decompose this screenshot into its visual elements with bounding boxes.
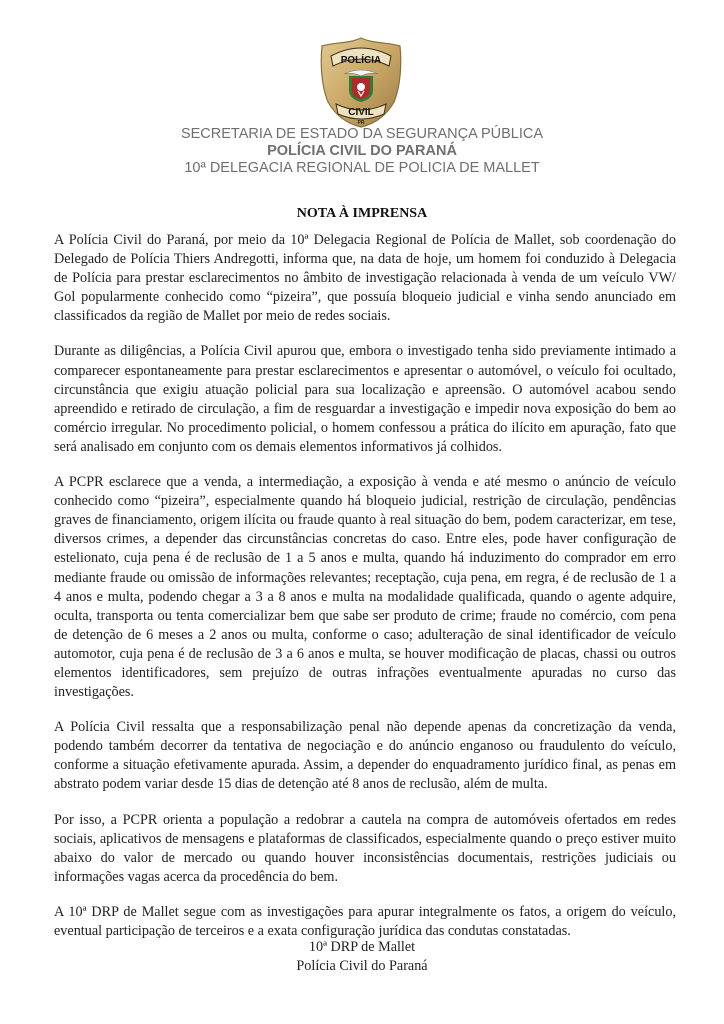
header-secretariat: SECRETARIA DE ESTADO DA SEGURANÇA PÚBLICA <box>180 126 544 142</box>
paragraph: A Polícia Civil ressalta que a responsabilização penal não depende apenas da concretização da venda, podendo também decorrer da tentativa de negociação e do anúncio enganoso ou fraudulento do veículo, conforme a situação efetivamente apurada. Assim, a depender do enquadramento jurídico final, as penas em abstrato podem variar desde 15 dias de detenção até 8 anos de reclusão, além de multa. <box>54 719 676 793</box>
badge-bottom-text: CIVIL <box>348 107 374 118</box>
police-badge-logo <box>316 36 406 128</box>
paragraph: A PCPR esclarece que a venda, a intermediação, a exposição à venda e até mesmo o anúncio de veículo conhecido como “pizeira”, especialmente quando há bloqueio judicial, restrição de circulação, pendências graves de financiamento, origem ilícita ou fraude quanto à real situação do bem, podem caracterizar, em tese, diversos crimes, a depender das circunstâncias concretas do caso. Entre eles, pode haver configuração de estelionato, cuja pena é de reclusão de 1 a 5 anos e multa, quando há induzimento do comprador em erro mediante fraude ou omissão de informações relevantes; receptação, cuja pena, em regra, é de reclusão de 1 a 4 anos e multa, podendo chegar a 3 a 8 anos e multa na modalidade qualificada, quando o agente adquire, oculta, transporta ou tenta comercializar bem que sabe ser produto de crime; fraude no comércio, com pena de detenção de 6 meses a 2 anos ou multa, conforme o caso; adulteração de sinal identificador de veículo automotor, cuja pena é de reclusão de 3 a 6 anos e multa, se houver modificação de placas, chassi ou outros elementos identificadores, sem prejuízo de outras infrações eventualmente apuradas no curso das investigações. <box>54 474 676 701</box>
signature-unit: 10ª DRP de Mallet <box>308 939 416 955</box>
badge-state-text: PR <box>357 120 365 126</box>
paragraph: A 10ª DRP de Mallet segue com as investigações para apurar integralmente os fatos, a origem do veículo, eventual participação de terceiros e a exata configuração jurídica das condutas constatadas. <box>54 903 676 939</box>
badge-top-text: POLÍCIA <box>340 55 382 66</box>
paragraph: Por isso, a PCPR orienta a população a redobrar a cautela na compra de automóveis ofertados em redes sociais, aplicativos de mensagens e plataformas de classificados, especialmente quando o preço estiver muito abaixo do valor de mercado ou quando houver inconsistências documentais, restrições judiciais ou informações vagas acerca da procedência do bem. <box>54 811 676 885</box>
signature-block <box>0 938 724 976</box>
header-delegacy: 10ª DELEGACIA REGIONAL DE POLICIA DE MALLET <box>184 160 540 176</box>
police-badge-icon <box>316 36 406 128</box>
document-title: NOTA À IMPRENSA <box>296 206 428 221</box>
paragraph: Durante as diligências, a Polícia Civil apurou que, embora o investigado tenha sido previamente intimado a comparecer espontaneamente para prestar esclarecimentos e apresentar o automóvel, o veículo foi ocultado, circunstância que exigiu atuação policial para sua localização e apreensão. O automóvel acabou sendo apreendido e retirado de circulação, a fim de resguardar a investigação e impedir nova exposição do bem ao comércio irregular. No procedimento policial, o homem confessou a prática do ilícito em apuração, fato que será analisado em conjunto com os demais elementos informativos já colhidos. <box>54 343 676 455</box>
shield-emblem-icon <box>357 83 365 91</box>
header-police-name: POLÍCIA CIVIL DO PARANÁ <box>267 143 457 159</box>
signature-institution: Polícia Civil do Paraná <box>296 958 428 974</box>
paragraph: A Polícia Civil do Paraná, por meio da 10ª Delegacia Regional de Polícia de Mallet, sob coordenação do Delegado de Polícia Thiers Andregotti, informa que, na data de hoje, um homem foi conduzido à Delegacia de Polícia para prestar esclarecimentos no âmbito de investigação relacionada à venda de um veículo VW/ Gol popularmente conhecido como “pizeira”, que possuía bloqueio judicial e vinha sendo anunciado em classificados da região de Mallet por meio de redes sociais. <box>54 232 676 325</box>
document-body <box>54 231 676 957</box>
